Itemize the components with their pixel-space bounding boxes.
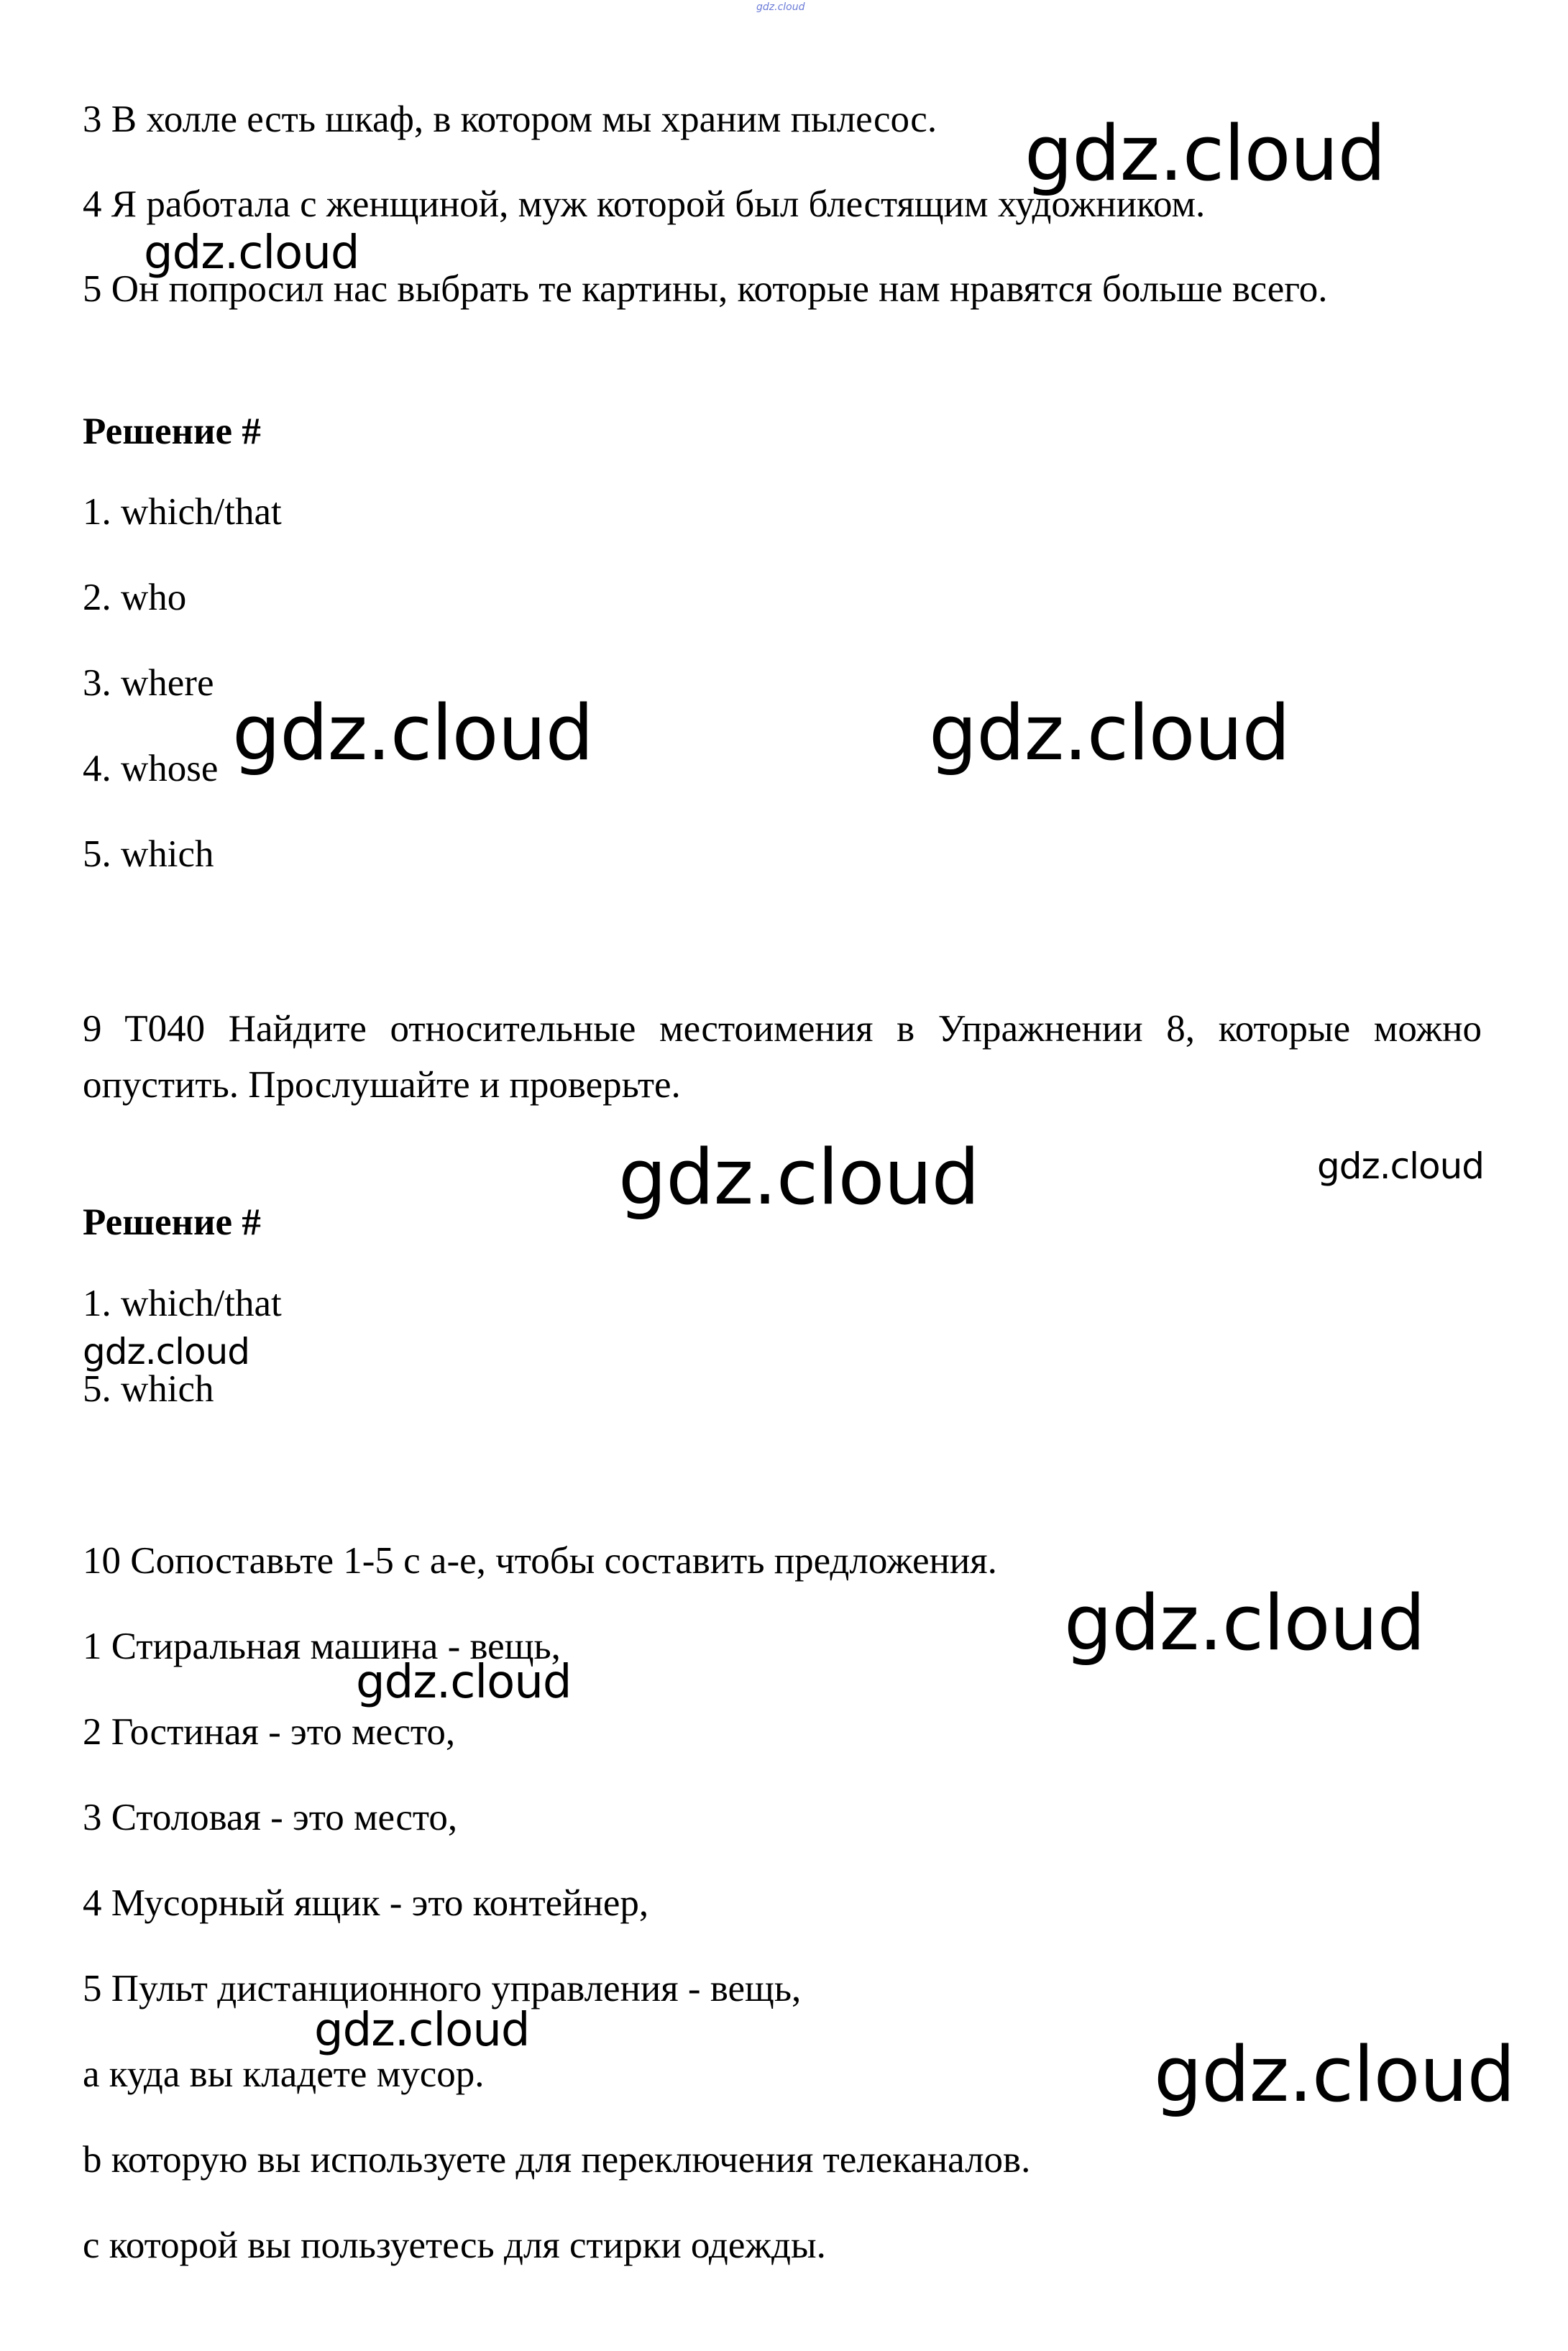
answer-4: 4. whose	[83, 748, 219, 789]
match-item-5: 5 Пульт дистанционного управления - вещь,	[83, 1968, 802, 2009]
match-item-4: 4 Мусорный ящик - это контейнер,	[83, 1882, 649, 1924]
sentence-3: 3 В холле есть шкаф, в котором мы храним пылесос.	[83, 98, 937, 140]
answer-5: 5. which	[83, 1368, 214, 1410]
watermark: gdz.cloud	[83, 1331, 250, 1372]
watermark: gdz.cloud	[144, 226, 359, 280]
match-ending-b: b которую вы используете для переключения телеканалов.	[83, 2139, 1031, 2181]
watermark: gdz.cloud	[232, 689, 593, 777]
watermark: gdz.cloud	[1317, 1145, 1485, 1187]
watermark: gdz.cloud	[314, 2004, 530, 2057]
watermark: gdz.cloud	[1064, 1579, 1425, 1667]
watermark: gdz.cloud	[618, 1133, 979, 1222]
watermark: gdz.cloud	[356, 1656, 572, 1709]
match-ending-c: c которой вы пользуетесь для стирки одежды.	[83, 2224, 826, 2266]
sentence-5: 5 Он попросил нас выбрать те картины, которые нам нравятся больше всего.	[83, 268, 1328, 310]
exercise-10-instruction: 10 Сопоставьте 1-5 с a-e, чтобы составить предложения.	[83, 1540, 997, 1582]
watermark: gdz.cloud	[1154, 2030, 1515, 2119]
answer-1: 1. which/that	[83, 1283, 282, 1324]
watermark: gdz.cloud	[929, 689, 1290, 777]
sentence-4: 4 Я работала с женщиной, муж которой был блестящим художником.	[83, 183, 1206, 225]
solution-heading: Решение #	[83, 1201, 261, 1243]
match-item-1: 1 Стиральная машина - вещь,	[83, 1626, 561, 1667]
match-item-2: 2 Гостиная - это место,	[83, 1711, 456, 1753]
answer-3: 3. where	[83, 662, 214, 704]
answer-1: 1. which/that	[83, 491, 282, 533]
watermark: gdz.cloud	[1024, 109, 1385, 198]
match-item-3: 3 Столовая - это место,	[83, 1797, 458, 1838]
exercise-9-text: 9 T040 Найдите относительные местоимения в Упражнении 8, которые можно опустить. Прослушайте и проверьте.	[83, 1008, 1482, 1106]
answer-5: 5. which	[83, 833, 214, 875]
answer-2: 2. who	[83, 577, 187, 618]
solution-heading: Решение #	[83, 411, 261, 452]
match-ending-a: a куда вы кладете мусор.	[83, 2053, 485, 2095]
top-watermark: gdz.cloud	[756, 1, 805, 13]
